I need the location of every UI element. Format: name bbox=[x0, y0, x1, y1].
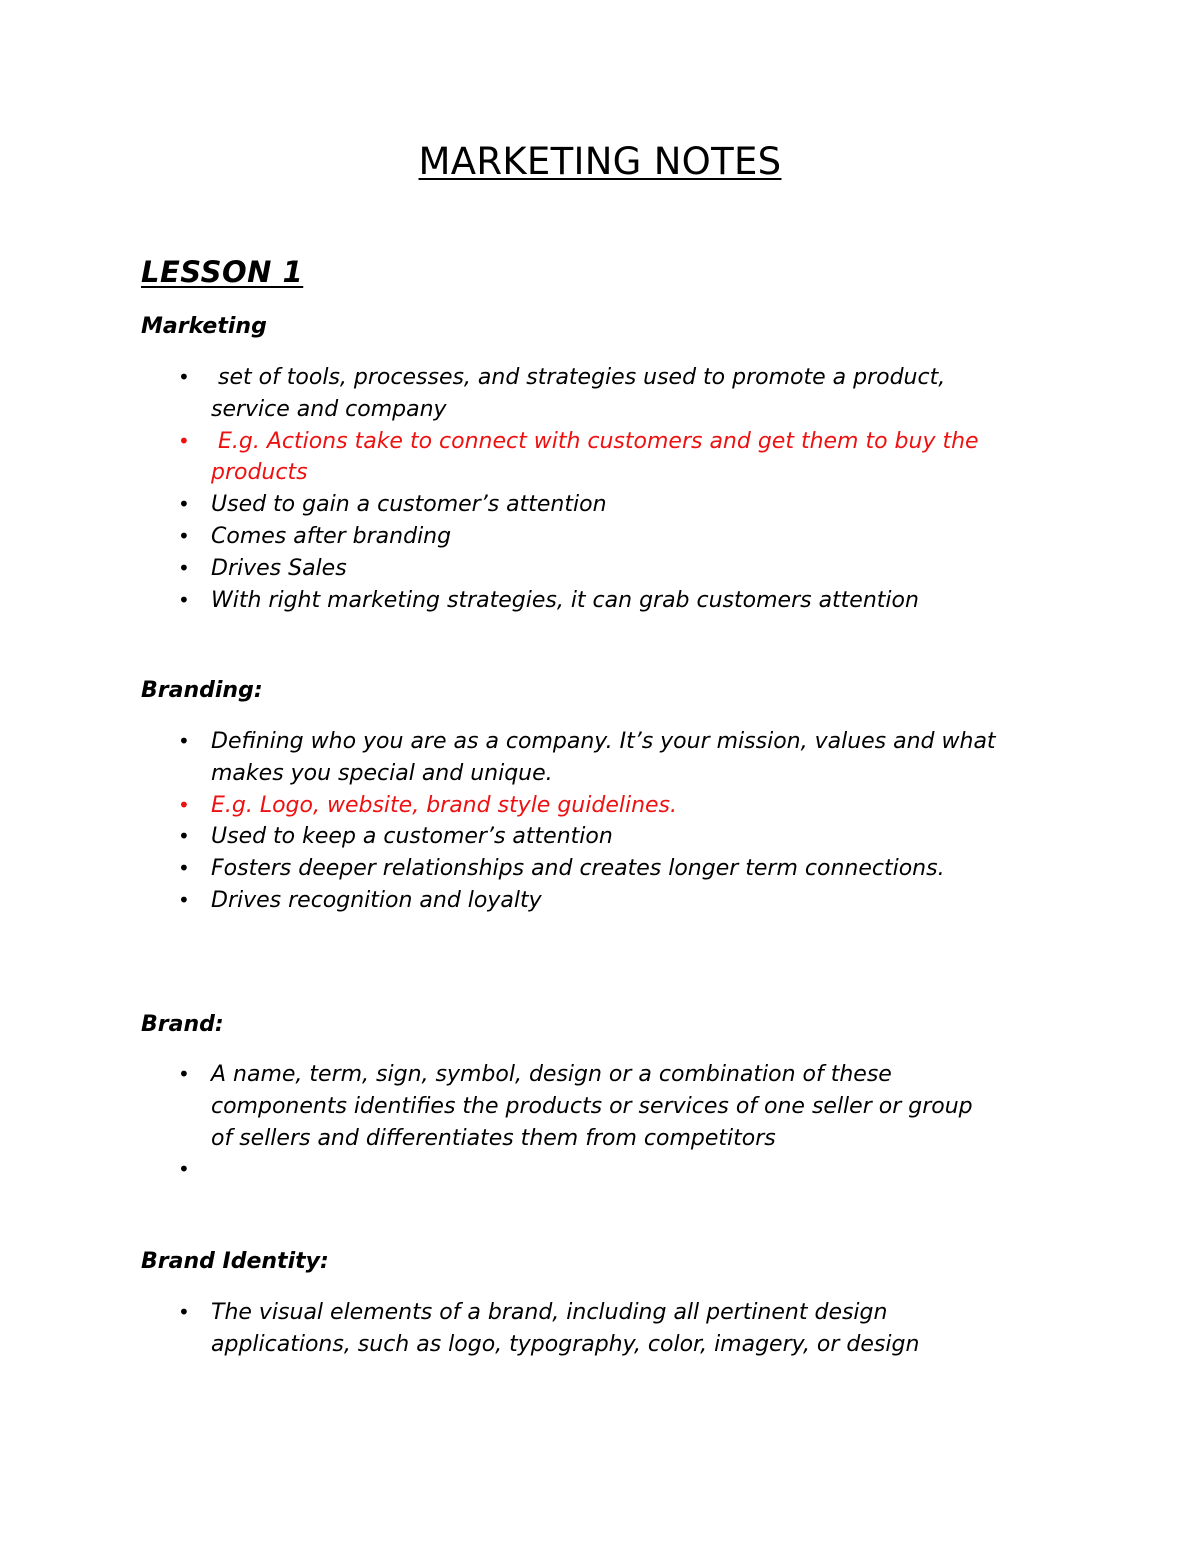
list-item bbox=[141, 553, 1081, 585]
list-item bbox=[141, 726, 1081, 790]
bullet-icon: • bbox=[178, 729, 190, 753]
list-item-empty bbox=[141, 1154, 1081, 1186]
bullet-icon: • bbox=[178, 1062, 190, 1086]
section-heading-branding: Branding: bbox=[141, 678, 263, 703]
list-item-text: The visual elements of a brand, including all pertinent design bbox=[211, 1300, 888, 1325]
branding-bullet-list bbox=[141, 726, 1081, 917]
list-item-text: Used to gain a customer’s attention bbox=[211, 492, 607, 518]
bullet-icon: • bbox=[178, 587, 190, 612]
list-item-text-continued: components identifies the products or services of one seller or group bbox=[211, 1093, 973, 1119]
list-item bbox=[141, 489, 1081, 521]
list-item bbox=[141, 790, 1081, 822]
list-item bbox=[141, 585, 1081, 617]
list-item bbox=[141, 521, 1081, 553]
bullet-icon: • bbox=[178, 523, 190, 548]
bullet-icon: • bbox=[178, 428, 190, 453]
list-item bbox=[141, 821, 1081, 853]
list-item-text: set of tools, processes, and strategies used to promote a product, bbox=[211, 365, 946, 390]
list-item-text: A name, term, sign, symbol, design or a combination of these bbox=[211, 1062, 892, 1087]
list-item-text: Fosters deeper relationships and creates longer term connections. bbox=[211, 856, 945, 882]
section-heading-brand-identity: Brand Identity: bbox=[141, 1249, 329, 1274]
section-heading-marketing: Marketing bbox=[141, 314, 267, 339]
list-item-text-continued: applications, such as logo, typography, color, imagery, or design bbox=[211, 1331, 920, 1357]
list-item-text-continued: service and company bbox=[211, 396, 447, 422]
bullet-icon: • bbox=[178, 1157, 190, 1182]
bullet-icon: • bbox=[178, 792, 190, 817]
list-item bbox=[141, 1059, 1081, 1154]
list-item-text: Drives Sales bbox=[211, 555, 347, 581]
list-item-text: E.g. Logo, website, brand style guidelines. bbox=[211, 792, 678, 818]
bullet-icon: • bbox=[178, 824, 190, 849]
list-item bbox=[141, 885, 1081, 917]
list-item bbox=[141, 426, 1081, 490]
bullet-icon: • bbox=[178, 492, 190, 517]
list-item bbox=[141, 362, 1081, 426]
bullet-icon: • bbox=[178, 856, 190, 881]
document-title: MARKETING NOTES bbox=[418, 140, 782, 183]
list-item-text: E.g. Actions take to connect with customers and get them to buy the bbox=[211, 428, 979, 454]
brand-identity-bullet-list bbox=[141, 1297, 1081, 1361]
list-item-text: With right marketing strategies, it can grab customers attention bbox=[211, 587, 919, 613]
section-heading-brand: Brand: bbox=[141, 1012, 224, 1037]
bullet-icon: • bbox=[178, 887, 190, 912]
bullet-icon: • bbox=[178, 555, 190, 580]
bullet-icon: • bbox=[178, 365, 190, 389]
bullet-icon: • bbox=[178, 1300, 190, 1324]
marketing-bullet-list bbox=[141, 362, 1081, 616]
list-item bbox=[141, 853, 1081, 885]
list-item-text: Drives recognition and loyalty bbox=[211, 887, 542, 913]
list-item-text: Comes after branding bbox=[211, 523, 452, 549]
list-item-text: Defining who you are as a company. It’s your mission, values and what bbox=[211, 729, 996, 754]
list-item-text-continued: makes you special and unique. bbox=[211, 760, 553, 786]
lesson-heading: LESSON 1 bbox=[141, 255, 304, 289]
list-item-text: Used to keep a customer’s attention bbox=[211, 824, 613, 850]
list-item-text-continued: products bbox=[211, 460, 308, 486]
list-item bbox=[141, 1297, 1081, 1361]
brand-bullet-list bbox=[141, 1059, 1081, 1186]
list-item-text-continued: of sellers and differentiates them from competitors bbox=[211, 1125, 776, 1151]
